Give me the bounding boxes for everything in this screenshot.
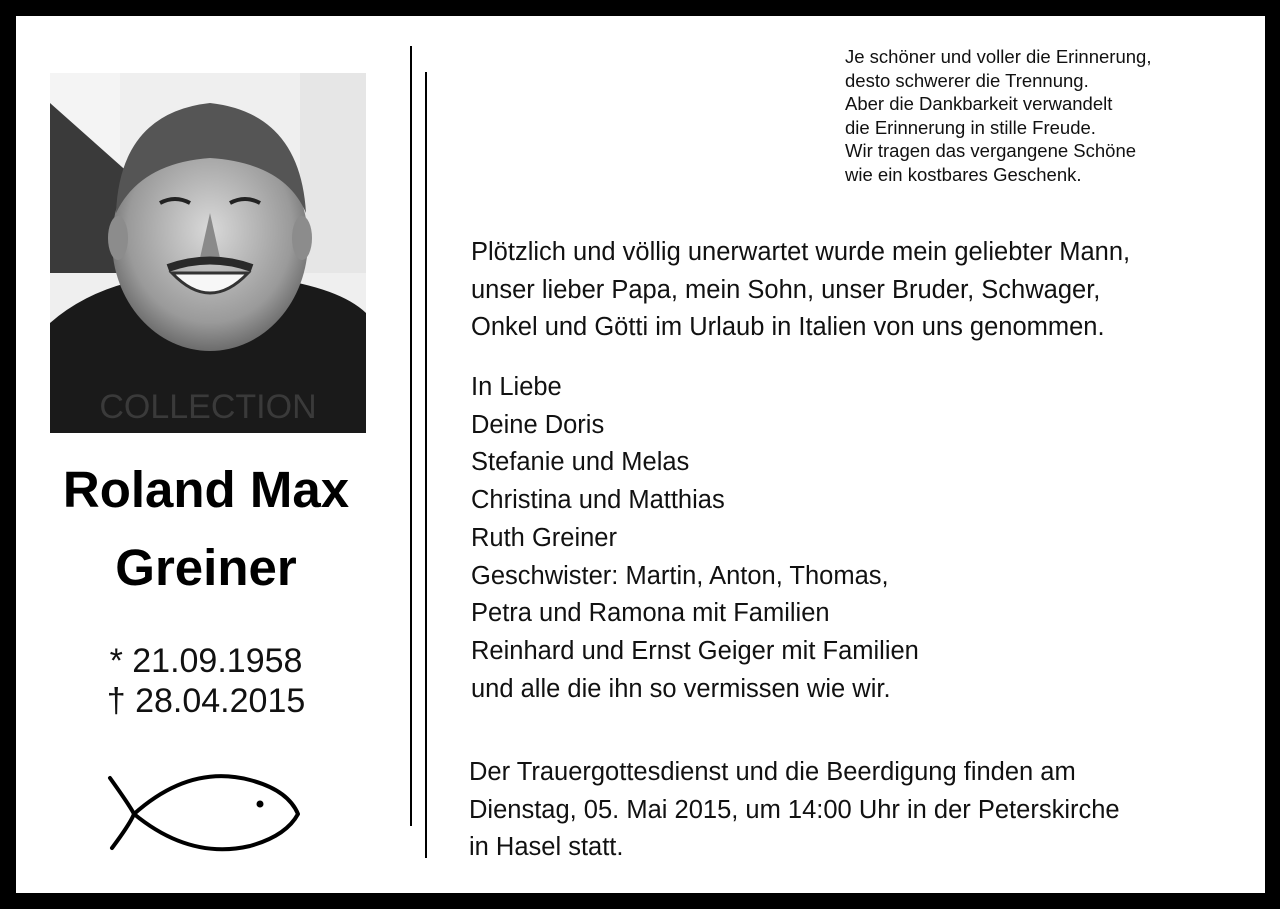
obituary-card [16,16,1265,893]
signature-line: Petra und Ramona mit Familien [471,599,830,628]
service-line: Der Trauergottesdienst und die Beerdigung finden am [469,758,1076,786]
announcement-text [471,234,1261,347]
signature-line: und alle die ihn so vermissen wie wir. [471,674,891,703]
signature-line: Reinhard und Ernst Geiger mit Familien [471,636,919,665]
poem-line: die Erinnerung in stille Freude. [845,116,1096,138]
poem-line: wie ein kostbares Geschenk. [845,163,1082,185]
signature-line: Ruth Greiner [471,523,617,552]
signature-line: In Liebe [471,373,562,401]
birth-date: * 21.09.1958 [109,642,303,680]
deceased-name [16,451,396,607]
service-line: in Hasel statt. [469,833,624,861]
signature-line: Geschwister: Martin, Anton, Thomas, [471,561,889,590]
divider-line-left [410,46,412,826]
svg-text:COLLECTION: COLLECTION [99,388,317,426]
announcement-line: Onkel und Götti im Urlaub in Italien von uns genommen. [471,313,1105,341]
death-date: † 28.04.2015 [106,682,306,720]
poem-line: Wir tragen das vergangene Schöne [845,140,1137,161]
poem-line: Je schöner und voller die Erinnerung, [845,46,1152,67]
divider-line-right [425,72,427,858]
poem-line: Aber die Dankbarkeit verwandelt [845,93,1113,114]
signature-line: Christina und Matthias [471,486,725,515]
poem-line: desto schwerer die Trennung. [845,69,1089,91]
signature-line: Stefanie und Melas [471,448,690,477]
portrait-photo [50,73,366,433]
life-dates [16,641,396,721]
name-line-2: Greiner [115,539,297,596]
memorial-poem [845,45,1255,186]
family-signatures [471,369,1261,708]
service-line: Dienstag, 05. Mai 2015, um 14:00 Uhr in der Peterskirche [469,795,1120,824]
ichthys-fish-icon [100,766,310,856]
announcement-line: unser lieber Papa, mein Sohn, unser Bruder, Schwager, [471,275,1101,304]
signature-line: Deine Doris [471,410,605,439]
announcement-line: Plötzlich und völlig unerwartet wurde mein geliebter Mann, [471,238,1131,266]
name-line-1: Roland Max [62,461,350,518]
funeral-service-info [469,754,1259,867]
